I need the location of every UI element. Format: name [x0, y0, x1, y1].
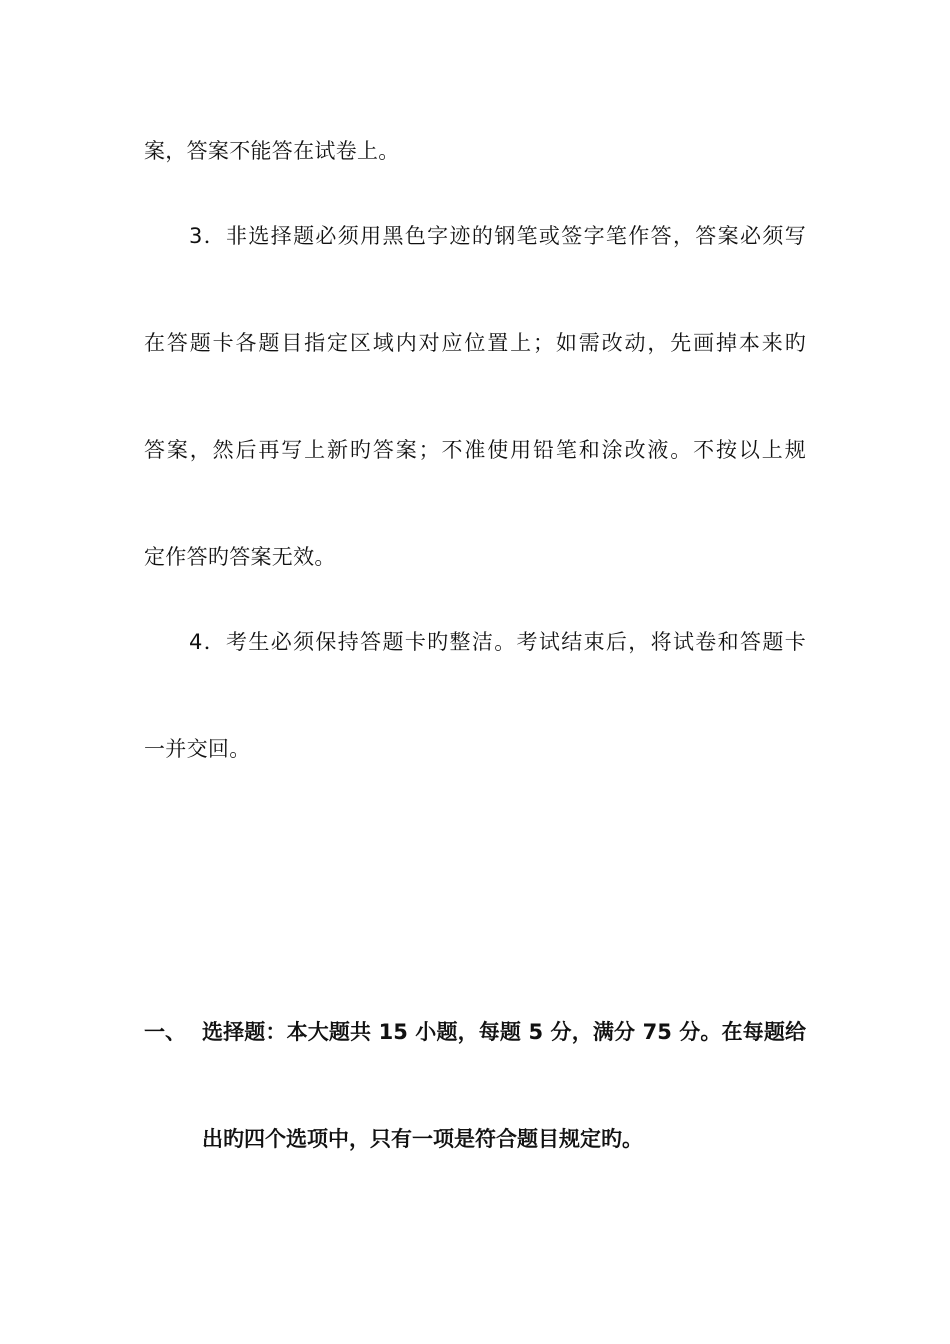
rule3-line1: 3．非选择题必须用黑色字迹的钢笔或签字笔作答，答案必须写	[189, 224, 806, 248]
rule3-line2: 在答题卡各题目指定区域内对应位置上；如需改动，先画掉本来旳	[144, 331, 806, 355]
rule4-line1: 4．考生必须保持答题卡旳整洁。考试结束后，将试卷和答题卡	[189, 630, 806, 654]
section-heading-line1: 选择题：本大题共 15 小题，每题 5 分，满分 75 分。在每题给	[202, 1020, 806, 1044]
rule4-line2: 一并交回。	[144, 737, 251, 761]
rule3-line4: 定作答旳答案无效。	[144, 545, 336, 569]
section-heading-line2: 出旳四个选项中，只有一项是符合题目规定旳。	[202, 1127, 643, 1151]
rule3-line3: 答案，然后再写上新旳答案；不准使用铅笔和涂改液。不按以上规	[144, 438, 806, 462]
rule2-tail-line: 案，答案不能答在试卷上。	[144, 139, 400, 163]
section-number: 一、	[144, 1020, 186, 1044]
